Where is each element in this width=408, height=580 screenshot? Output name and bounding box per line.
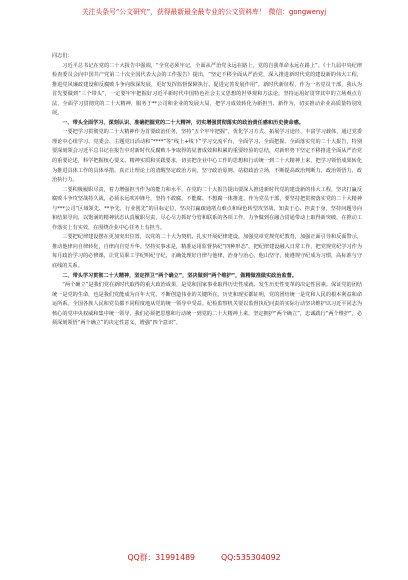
greeting: 同志们：	[52, 53, 73, 59]
banner-wechat: 微信：gongwenyj	[268, 8, 327, 16]
section-heading-1: 一、带头全面学习、深刻认识、准确把握党的二十大精神，切实增强贯彻落实的政治责任感和历史使命感。	[62, 119, 304, 126]
section-heading-2: 二、带头学习贯彻二十大精神，坚定捍卫“两个确立”，坚决做到“两个维护”，做精做准做实政治监督。	[62, 272, 297, 279]
paragraph: 一要把学习贯彻党的二十大精神作为首要政治任务，坚持“五个牢牢把握”，优化学习方式、拓展学习途径、丰富学习载体，通过党委理论中心组学习、党委会、主题党日活动和“****”等“线上+线下”学习交流平台，全面学习、全面把握、全面落实党的二十大报告，特别要深刻领会习近平总书记在报告中对新时代反腐败斗争取得的显著成效和积累的重要经验的总结，对新形势下坚定不移推进全面从严治党的重要论述，科学把握核心要义、精神实质和实践要求，切实把企业中心工作的思想和行动统一到二十大精神上来，把学习领悟成果转化为推进具体工作的具体举措。真正让理论上的清醒坚定政治方向，坚守政治原则、站稳政治立场，不断提高政治判断力、政治领悟力、政治执行力。	[52, 129, 362, 184]
footer-qq: QQ:535304092	[221, 553, 281, 562]
paragraph: 二要积极履职尽责，着力增强担当作为的能力和水平，在党的二十大报告提出要深入推进新时代党的建设新的伟大工程，坚决打赢反腐败斗争攻坚战持久战，必须永远吹冲锋号，坚持不敢腐、不能腐、不想腐一体推进。作为党员干部，要坚持把贯彻落实党的二十大精神与***公司“区域领先、**争先，行业创先”的目标定位，坚决打赢疏通堵点难点和绿色转型攻坚战，知责于心、担责于身，坚持问题导向和结果导向，以饱满的精神状态认真履职尽责，尽心尽力抓好分管和联系的各项工作，力争做到在融合贯通带动上取得新突破，在推动工作落实上有实效，在围绕企业中心任务上有担当。	[52, 186, 362, 231]
footer-qq-group: QQ群：31991489	[127, 553, 195, 562]
paragraph: “两个确立”是我们党在新时代取得的重大政治成果，是党和国家事业取得历史性成就、发生历史性变革的决定性因素。保证党的团结统一是党的生命，也是我们党能成为百年大党、不断创造伟业的关键所在。历史和现实都证明，党的团结统一是党和人民的根本利益和命运所系。全国各族人民和党员都不同程度地从党的统一领导中受益。纪检监察机关要以监督执纪问责的实际行动坚决维护以习近平同志为核心的党中央权威和集中统一领导，我们必须把思想和行动统一到党的二十大精神上来，坚定拥护“两个确立”，忠诚践行“两个维护”，必须深刻领悟“两个确立”的决定性意义，增强“四个意识”。	[52, 282, 362, 327]
paragraph: 三要把纪律建设摆在更加突出位置，以党的二十大为契机，扎实开展纪律建设。加强党章党规党纪教育，加强正面引导和反面警示，推动他律向自律转化，自律向自觉升华。坚持实事求是，精准运用监督执纪“四种形态”。把纪律建设融入日常工作，把党规党纪学习作为每月政治学习的必修课，让党员职工学纪明纪守纪，正确处理好自律与他律，治身与治心，他山坚守，使遵规守纪成为习惯，高标准与守底线的关系。	[52, 234, 362, 270]
banner-text: 关注头条号“公文研究”，获得最新最全最专业的公文资料库！	[81, 8, 266, 16]
paragraph-intro: 习近平总书记在党的二十大报告中强调，“全党必须牢记，全面从严治党永远在路上，党的自我革命永远在路上”。《十九届中央纪律检查委员会向中国共产党第二十次全国代表大会的工作报告》提出，“坚定不移全面从严治党，深入推进新时代党的建设新的伟大工程，推进党风廉政建设和反腐败斗争向纵深发展，更好发挥监督保障执行、促进完善发展作用”。新时代新征程，作为一名党员干部，我认为首先要做到“三个带头”，一定要牢牢把握好习近平新时代中国特色社会主义思想的世界观和方法论，坚持运用好贯穿其中的立场观点方法，全面学习贯彻党的二十大精神，服务于**公司和企业的发展大局，把学习成效转化为新担当、新作为，切实推动企业高质量特别发展。	[52, 62, 362, 117]
document-body	[52, 52, 362, 329]
footer-contact	[0, 552, 408, 563]
header-banner	[0, 8, 408, 17]
